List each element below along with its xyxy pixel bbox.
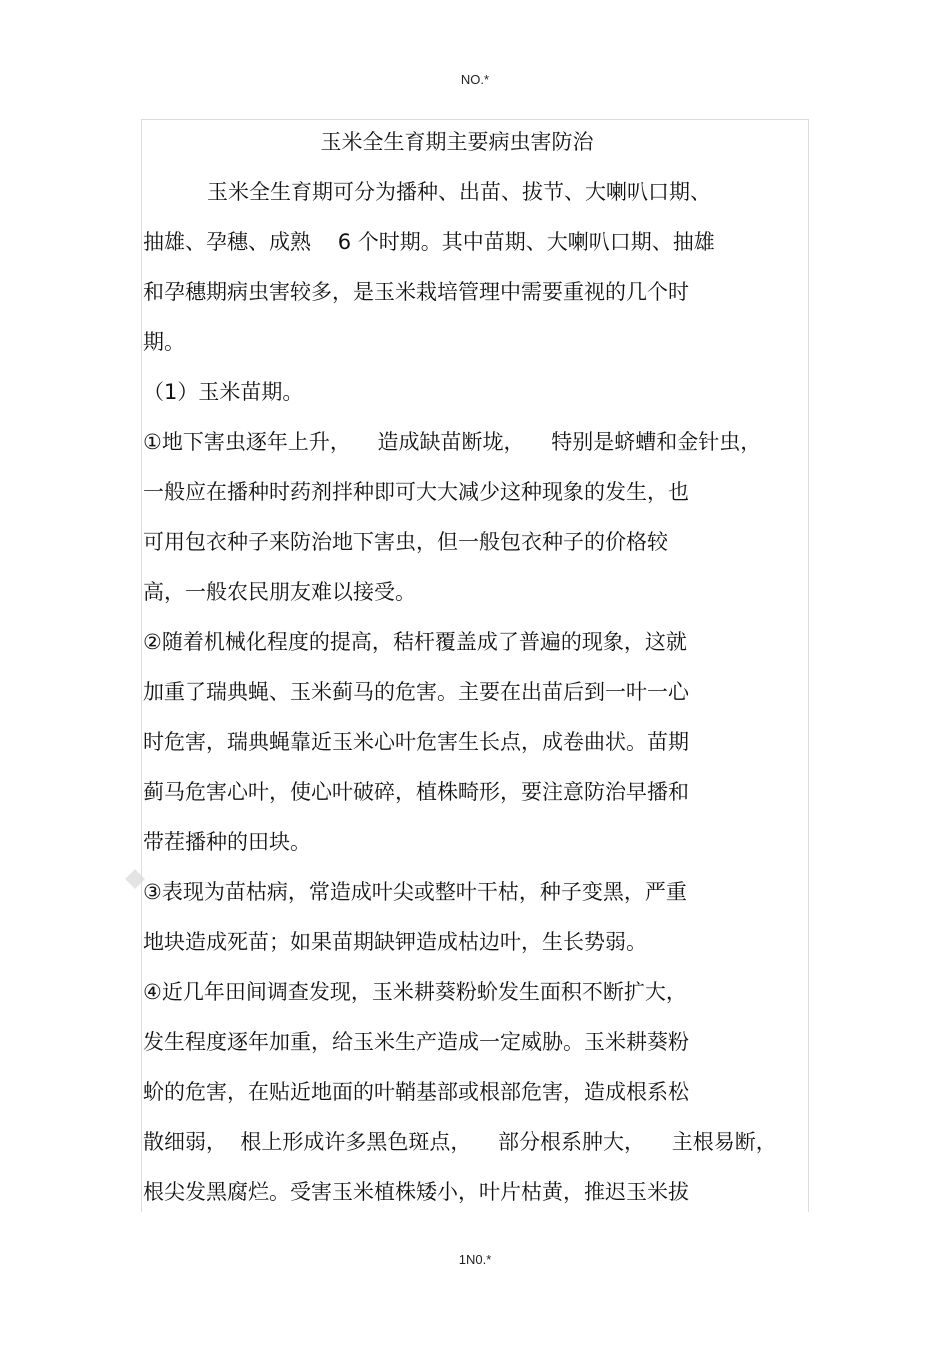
page-header-mark: NO.* bbox=[460, 72, 490, 87]
text-line: 时危害，瑞典蝇靠近玉米心叶危害生长点，成卷曲状。苗期 bbox=[143, 730, 689, 754]
text-line: 抽雄、孕穗、成熟 6 个时期。其中苗期、大喇叭口期、抽雄 bbox=[143, 230, 715, 254]
text-line: 一般应在播种时药剂拌种即可大大减少这种现象的发生，也 bbox=[143, 480, 689, 504]
text-line: 加重了瑞典蝇、玉米蓟马的危害。主要在出苗后到一叶一心 bbox=[143, 680, 689, 704]
text-line: 高，一般农民朋友难以接受。 bbox=[143, 580, 416, 604]
page-footer-mark: 1N0.* bbox=[458, 1252, 492, 1267]
text-line: 地块造成死苗；如果苗期缺钾造成枯边叶，生长势弱。 bbox=[143, 930, 647, 954]
text-line: 蓟马危害心叶，使心叶破碎，植株畸形，要注意防治早播和 bbox=[143, 780, 689, 804]
text-line: 散细弱， 根上形成许多黑色斑点， 部分根系肿大， 主根易断， bbox=[143, 1130, 777, 1154]
text-line: 可用包衣种子来防治地下害虫，但一般包衣种子的价格较 bbox=[143, 530, 668, 554]
text-line: 发生程度逐年加重，给玉米生产造成一定威胁。玉米耕葵粉 bbox=[143, 1030, 689, 1054]
text-line: ①地下害虫逐年上升， 造成缺苗断垅， 特别是蛴螬和金针虫， bbox=[143, 430, 762, 454]
text-line: 根尖发黑腐烂。受害玉米植株矮小，叶片枯黄，推迟玉米拔 bbox=[143, 1180, 689, 1204]
section-heading: （1）玉米苗期。 bbox=[143, 380, 304, 404]
text-line: ④近几年田间调查发现，玉米耕葵粉蚧发生面积不断扩大， bbox=[143, 980, 687, 1004]
text-line: 期。 bbox=[143, 330, 185, 354]
text-line: 和孕穗期病虫害较多，是玉米栽培管理中需要重视的几个时 bbox=[143, 280, 689, 304]
text-line: 带茬播种的田块。 bbox=[143, 830, 311, 854]
text-line: 玉米全生育期可分为播种、出苗、拔节、大喇叭口期、 bbox=[207, 180, 711, 204]
text-line: ②随着机械化程度的提高，秸杆覆盖成了普遍的现象，这就 bbox=[143, 630, 687, 654]
text-line: ③表现为苗枯病，常造成叶尖或整叶干枯，种子变黑，严重 bbox=[143, 880, 687, 904]
document-title: 玉米全生育期主要病虫害防治 bbox=[320, 130, 594, 154]
text-line: 蚧的危害，在贴近地面的叶鞘基部或根部危害，造成根系松 bbox=[143, 1080, 689, 1104]
